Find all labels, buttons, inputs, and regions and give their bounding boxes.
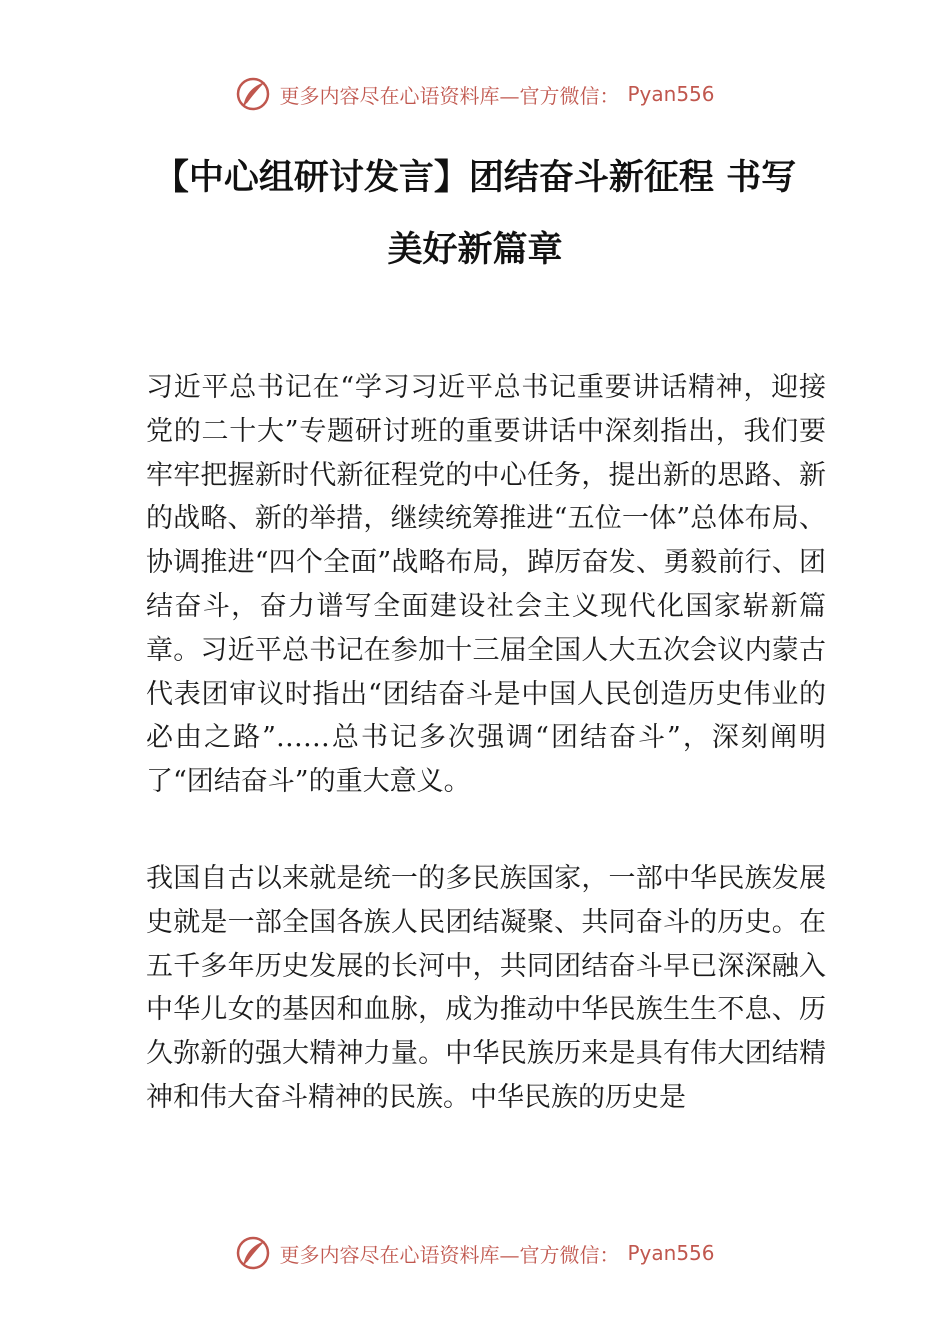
leaf-pen-logo-icon xyxy=(235,1235,271,1271)
footer-banner-handle: Pyan556 xyxy=(627,1241,715,1265)
header-banner-text: 更多内容尽在心语资料库—官方微信： xyxy=(279,83,620,108)
document-title-line-2: 美好新篇章 xyxy=(387,230,563,270)
header-banner xyxy=(0,72,950,116)
body-paragraph-2: 我国自古以来就是统一的多民族国家，一部中华民族发展史就是一部全国各族人民团结凝聚、共同奋斗的历史。在五千多年历史发展的长河中，共同团结奋斗早已深深融入中华儿女的基因和血脉，成为推动中华民族生生不息、历久弥新的强大精神力量。中华民族历来是具有伟大团结精神和伟大奋斗精神的民族。中华民族的历史是 xyxy=(146,863,826,1113)
leaf-pen-logo-icon xyxy=(235,76,271,112)
document-title-line-1: 【中心组研讨发言】团结奋斗新征程 书写 xyxy=(153,158,797,198)
body-paragraph-1: 习近平总书记在“学习习近平总书记重要讲话精神，迎接党的二十大”专题研讨班的重要讲话中深刻指出，我们要牢牢把握新时代新征程党的中心任务，提出新的思路、新的战略、新的举措，继续统筹推进“五位一体”总体布局、协调推进“四个全面”战略布局，踔厉奋发、勇毅前行、团结奋斗，奋力谱写全面建设社会主义现代化国家崭新篇章。习近平总书记在参加十三届全国人大五次会议内蒙古代表团审议时指出“团结奋斗是中国人民创造历史伟业的必由之路”……总书记多次强调“团结奋斗”，深刻阐明了“团结奋斗”的重大意义。 xyxy=(146,372,826,798)
footer-banner-text: 更多内容尽在心语资料库—官方微信： xyxy=(279,1242,620,1267)
header-banner-handle: Pyan556 xyxy=(627,82,715,106)
footer-banner xyxy=(0,1231,950,1275)
